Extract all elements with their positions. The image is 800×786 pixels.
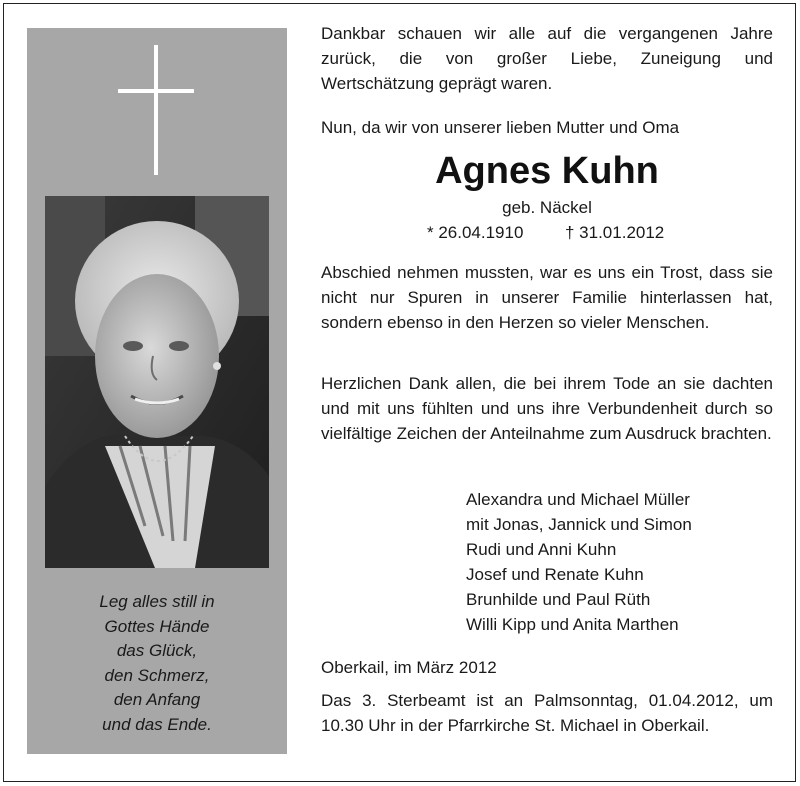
verse-line: den Anfang [113, 690, 201, 709]
verse-line: das Glück, [116, 641, 198, 660]
verse-line: und das Ende. [102, 714, 212, 734]
family-line: Alexandra und Michael Müller [466, 490, 690, 509]
family-line: Brunhilde und Paul Rüth [466, 590, 651, 609]
birth-name: geb. Näckel [502, 198, 592, 217]
birth-date: * 26.04.1910 [427, 223, 524, 242]
intro-paragraph: Dankbar schauen wir alle auf die vergangenen Jahre zurück, die von großer Liebe, Zuneigung und Wertschätzung geprägt waren. [321, 24, 773, 93]
verse-line: Gottes Hände [104, 616, 210, 636]
verse-line: den Schmerz, [104, 665, 210, 685]
portrait-photo [45, 196, 269, 568]
service-paragraph: Das 3. Sterbeamt ist an Palmsonntag, 01.04.2012, um 10.30 Uhr in der Pfarrkirche St. Michael in Oberkail. [321, 691, 773, 735]
family-line: Willi Kipp und Anita Marthen [466, 615, 679, 634]
deceased-name: Agnes Kuhn [435, 150, 659, 192]
lead-line: Nun, da wir von unserer lieben Mutter und Oma [321, 118, 680, 137]
memorial-verse [27, 590, 287, 737]
family-signatures [466, 487, 692, 637]
thanks-paragraph: Herzlichen Dank allen, die bei ihrem Tode an sie dachten und mit uns fühlten und uns ihre Verbundenheit durch so vielfältige Zeichen der Anteilnahme zum Ausdruck brachten. [321, 374, 773, 443]
family-line: Josef und Renate Kuhn [466, 565, 644, 584]
death-date: † 31.01.2012 [565, 223, 665, 242]
family-line: mit Jonas, Jannick und Simon [466, 515, 692, 534]
family-line: Rudi und Anni Kuhn [466, 540, 617, 559]
farewell-paragraph: Abschied nehmen mussten, war es uns ein Trost, dass sie nicht nur Spuren in unserer Familie hinterlassen hat, sondern ebenso in den Herzen so vieler Menschen. [321, 263, 773, 332]
verse-line: Leg alles still in [99, 592, 215, 611]
cross-icon [27, 28, 287, 188]
place-date: Oberkail, im März 2012 [321, 658, 497, 677]
